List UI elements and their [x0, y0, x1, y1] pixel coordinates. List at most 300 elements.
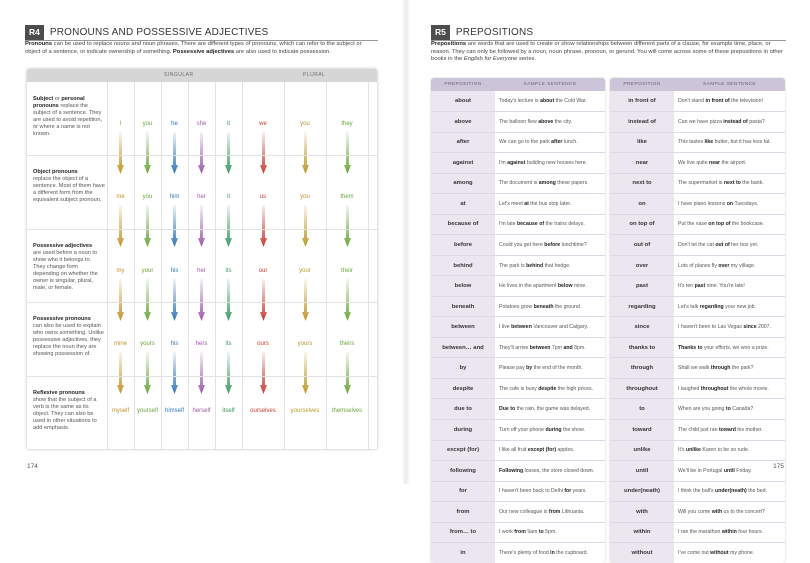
preposition-cell: toward [610, 420, 674, 441]
highlighted-preposition: instead of [723, 118, 748, 125]
sample-sentence-cell [674, 461, 785, 482]
sentence-text: Karen to be so rude. [700, 447, 750, 454]
sample-sentence-cell [674, 235, 785, 256]
pronoun-word: himself [164, 407, 184, 414]
sentence-text: nine. You're late! [705, 283, 745, 290]
sentence-text: his mother. [735, 426, 763, 433]
pronoun-type-description [33, 243, 105, 292]
preposition-cell: above [431, 112, 495, 133]
table-row [610, 194, 785, 215]
highlighted-preposition: under(neath) [715, 488, 747, 495]
table-row [431, 317, 605, 338]
sample-sentence-cell [674, 132, 785, 153]
sentence-text: We can go to the park [499, 139, 552, 146]
highlighted-preposition: against [507, 159, 526, 166]
sentence-text: the trains delays. [544, 221, 585, 228]
down-arrow-icon [144, 132, 151, 174]
highlighted-preposition: to [538, 529, 544, 536]
down-arrow-icon [171, 132, 178, 174]
type-term: Subject [33, 96, 54, 102]
table-row [431, 214, 605, 235]
pronoun-word: themselves [331, 407, 363, 414]
sentence-text: I ran the marathon [678, 529, 722, 536]
highlighted-preposition: below [557, 283, 573, 290]
highlighted-preposition: because of [517, 221, 545, 228]
intro-term: Pronouns [25, 41, 53, 47]
pronoun-type-description [33, 96, 105, 138]
preposition-cell: from [431, 502, 495, 523]
col-sample-sentence: SAMPLE SENTENCE [495, 78, 605, 91]
pronoun-word: ours [257, 341, 269, 348]
type-text: can also be used to explain who owns something. Unlike possessive adjectives, they replace the noun they are showing possession of. [33, 323, 104, 358]
sentence-text: years. [571, 488, 587, 495]
sentence-text: This tastes [678, 139, 705, 146]
type-term: Possessive pronouns [33, 316, 91, 323]
pronoun-word: myself [111, 407, 130, 414]
table-row [610, 502, 785, 523]
table-row [431, 173, 605, 194]
table-row [431, 440, 605, 461]
down-arrow-icon [344, 132, 351, 174]
table-row [431, 153, 605, 174]
table-row [431, 296, 605, 317]
pronoun-word: your [141, 267, 154, 274]
highlighted-preposition: since [743, 324, 757, 331]
highlighted-preposition: over [718, 262, 730, 269]
sample-sentence-cell [495, 173, 605, 194]
preposition-cell: among [431, 173, 495, 194]
preposition-cell: with [610, 502, 674, 523]
down-arrow-icon [344, 205, 351, 247]
sample-sentence-cell [674, 481, 785, 502]
preposition-cell: between… and [431, 337, 495, 358]
pronoun-word: yours [140, 341, 155, 348]
pronoun-word: it [227, 121, 230, 127]
down-arrow-icon [198, 132, 205, 174]
intro-paragraph [431, 41, 787, 64]
type-text: replace the subject of a sentence. They are used to avoid repetition, or where a name is not known. [33, 103, 103, 137]
preposition-cell: like [610, 132, 674, 153]
highlighted-preposition: to [725, 406, 731, 413]
pronoun-word: our [258, 267, 268, 274]
highlighted-preposition: about [540, 98, 555, 105]
intro-text: can be used to replace nouns and noun phrases. There are different types of pronouns, which can refer to the subject or object of a sentence, or indicate ownership of something. [25, 41, 362, 55]
sample-sentence-cell [495, 235, 605, 256]
sentence-text: 2007. [756, 324, 772, 331]
pronoun-word: her [197, 194, 206, 201]
preposition-cell: following [431, 461, 495, 482]
highlighted-preposition: throughout [700, 385, 729, 392]
down-arrow-icon [171, 279, 178, 321]
sample-sentence-cell [495, 214, 605, 235]
sample-sentence-cell [495, 255, 605, 276]
column-divider [284, 82, 285, 449]
highlighted-preposition: unlike [685, 447, 701, 454]
sentence-text: my village. [729, 262, 756, 269]
pronoun-word: yourself [136, 407, 158, 414]
preposition-cell: through [610, 358, 674, 379]
pronoun-word: herself [192, 407, 211, 414]
down-arrow-icon [260, 132, 267, 174]
singular-header: SINGULAR [164, 72, 194, 78]
column-divider [134, 82, 135, 449]
sample-sentence-cell [674, 399, 785, 420]
table-row [431, 337, 605, 358]
down-arrow-icon [117, 205, 124, 247]
highlighted-preposition: Following [499, 467, 524, 474]
sentence-text: 5pm. [543, 529, 557, 536]
sentence-text: I laughed [678, 385, 701, 392]
sentence-text: Our new colleague is [499, 508, 549, 515]
highlighted-preposition: between [529, 344, 551, 351]
table-row [610, 153, 785, 174]
left-page [0, 0, 405, 484]
sample-sentence-cell [495, 337, 605, 358]
sentence-text: Don't stand [678, 98, 706, 105]
page-number: 175 [773, 463, 784, 470]
preposition-cell: during [431, 420, 495, 441]
table-row [431, 461, 605, 482]
pronoun-word: you [300, 121, 310, 127]
sample-sentence-cell [495, 420, 605, 441]
sentence-text: butter, but it has less fat. [713, 139, 771, 146]
down-arrow-icon [198, 352, 205, 394]
down-arrow-icon [225, 352, 232, 394]
pronoun-word: him [169, 194, 180, 201]
down-arrow-icon [144, 352, 151, 394]
preposition-cell: after [431, 132, 495, 153]
pronoun-word: hers [195, 341, 208, 348]
down-arrow-icon [171, 352, 178, 394]
preposition-cell: next to [610, 173, 674, 194]
sentence-text: the show. [561, 426, 585, 433]
sentence-text: the bank. [740, 180, 764, 187]
preposition-cell: on [610, 194, 674, 215]
sample-sentence-cell [674, 173, 785, 194]
table-row [610, 337, 785, 358]
sentence-text: I have piano lessons [678, 200, 727, 207]
type-term: Reflexive pronouns [33, 389, 85, 396]
table-row [610, 543, 785, 563]
sentence-text: these papers. [555, 180, 589, 187]
page-number: 174 [27, 463, 38, 470]
sample-sentence-cell [495, 461, 605, 482]
sample-sentence-cell [674, 214, 785, 235]
highlighted-preposition: without [710, 550, 729, 557]
sentence-text: I'm late [499, 221, 517, 228]
table-row [431, 91, 605, 112]
column-divider [368, 82, 369, 449]
sentence-text: the ground. [553, 303, 582, 310]
down-arrow-icon [302, 132, 309, 174]
highlighted-preposition: Thanks to [678, 344, 703, 351]
sentence-text: The child just ran [678, 426, 719, 433]
pronoun-word: itself [222, 407, 235, 414]
table-row [610, 276, 785, 297]
down-arrow-icon [302, 279, 309, 321]
preposition-cell: about [431, 91, 495, 112]
highlighted-preposition: past [694, 283, 706, 290]
plural-header: PLURAL [303, 72, 326, 78]
sample-sentence-cell [674, 420, 785, 441]
sentence-text: pasta? [747, 118, 765, 125]
sentence-text: the end of the month. [532, 365, 583, 372]
down-arrow-icon [117, 352, 124, 394]
down-arrow-icon [260, 279, 267, 321]
highlighted-preposition: during [545, 426, 562, 433]
pronoun-word: it [227, 194, 230, 201]
pronoun-word: his [170, 267, 179, 274]
sample-sentence-cell [495, 153, 605, 174]
sample-sentence-cell [495, 112, 605, 133]
sample-sentence-cell [674, 358, 785, 379]
sentence-text: Potatoes grow [499, 303, 534, 310]
sentence-text: Let's talk [678, 303, 700, 310]
sentence-text: the bed. [746, 488, 767, 495]
sentence-text: the whole movie. [728, 385, 769, 392]
sentence-text: It's [678, 447, 686, 454]
sample-sentence-cell [495, 296, 605, 317]
pronoun-word: I [119, 121, 122, 127]
sample-sentence-cell [674, 255, 785, 276]
pronoun-word: ourselves [250, 407, 276, 414]
section-code: R4 [25, 25, 44, 40]
sample-sentence-cell [495, 378, 605, 399]
sentence-text: We'll be in Portugal [678, 467, 724, 474]
table-row [610, 399, 785, 420]
sentence-text: Tuesdays. [733, 200, 759, 207]
down-arrow-icon [117, 279, 124, 321]
highlighted-preposition: in front of [705, 98, 730, 105]
preposition-cell: out of [610, 235, 674, 256]
sentence-text: 8pm. [572, 344, 586, 351]
sentence-text: the rain, the game was delayed. [515, 406, 591, 413]
col-preposition: PREPOSITION [431, 78, 495, 91]
table-row [431, 358, 605, 379]
sentence-text: 9am [525, 529, 539, 536]
sample-sentence-cell [495, 317, 605, 338]
sentence-text: apples. [556, 447, 575, 454]
down-arrow-icon [225, 132, 232, 174]
preposition-cell: over [610, 255, 674, 276]
pronoun-word: mine [113, 341, 127, 348]
sample-sentence-cell [674, 276, 785, 297]
pronoun-word: its [225, 341, 232, 348]
highlighted-preposition: regarding [699, 303, 724, 310]
highlighted-preposition: out of [715, 241, 730, 248]
pronoun-word: you [142, 121, 153, 127]
highlighted-preposition: toward [718, 426, 736, 433]
sample-sentence-cell [495, 399, 605, 420]
preposition-cell: for [431, 481, 495, 502]
sentence-text: building new houses here. [525, 159, 588, 166]
highlighted-preposition: within [721, 529, 737, 536]
preposition-cell: to [610, 399, 674, 420]
type-term: Possessive adjectives [33, 242, 93, 249]
table-row [610, 132, 785, 153]
pronoun-word: theirs [339, 341, 355, 348]
highlighted-preposition: on [726, 200, 734, 207]
sentence-text: There's plenty of food [499, 550, 551, 557]
sentence-text: Put the vase [678, 221, 709, 228]
sample-sentence-cell [495, 194, 605, 215]
down-arrow-icon [225, 205, 232, 247]
pronoun-type-description [33, 316, 105, 358]
sentence-text: The document is [499, 180, 539, 187]
preposition-cell: under(neath) [610, 481, 674, 502]
preposition-cell: without [610, 543, 674, 563]
preposition-cell: except (for) [431, 440, 495, 461]
sentence-text: the city. [553, 118, 573, 125]
highlighted-preposition: in [550, 550, 555, 557]
preposition-cell: by [431, 358, 495, 379]
highlighted-preposition: after [551, 139, 563, 146]
pronoun-type-description [33, 169, 105, 204]
pronoun-word: us [259, 194, 267, 201]
down-arrow-icon [117, 132, 124, 174]
sample-sentence-cell [495, 440, 605, 461]
sentence-text: your new job. [723, 303, 756, 310]
sentence-text: that hedge. [543, 262, 571, 269]
down-arrow-icon [144, 205, 151, 247]
sentence-text: I've come out [678, 550, 711, 557]
table-row [431, 522, 605, 543]
pronoun-word: you [142, 194, 153, 201]
sample-sentence-cell [495, 543, 605, 563]
sentence-text: They'll arrive [499, 344, 530, 351]
sentence-text: I'm [499, 159, 508, 166]
table-row [431, 543, 605, 563]
sample-sentence-cell [495, 502, 605, 523]
preposition-cell: until [610, 461, 674, 482]
sample-sentence-cell [674, 194, 785, 215]
sample-sentence-cell [674, 91, 785, 112]
highlighted-preposition: with [711, 508, 723, 515]
sentence-text: I like all fruit [499, 447, 528, 454]
down-arrow-icon [198, 279, 205, 321]
highlighted-preposition: for [564, 488, 572, 495]
sample-sentence-cell [495, 132, 605, 153]
column-divider [161, 82, 162, 449]
pronoun-word: yourselves [290, 407, 320, 414]
sentence-text: the bookcase. [730, 221, 765, 228]
preposition-cell: unlike [610, 440, 674, 461]
sentence-text: I live [499, 324, 512, 331]
pronoun-type-description [33, 390, 105, 432]
intro-paragraph [25, 41, 378, 56]
sentence-text: I haven't been back to Delhi [499, 488, 565, 495]
sentence-text: I haven't been to Las Vegas [678, 324, 744, 331]
table-row [610, 522, 785, 543]
sentence-text: her box yet. [729, 241, 759, 248]
type-term: Object pronouns [33, 169, 78, 176]
preposition-cell: within [610, 522, 674, 543]
pronoun-word: its [225, 267, 232, 274]
row-divider [27, 302, 377, 303]
down-arrow-icon [198, 205, 205, 247]
sentence-text: 7pm [550, 344, 564, 351]
row-divider [27, 376, 377, 377]
intro-term: Possessive adjectives [172, 48, 235, 55]
highlighted-preposition: next to [723, 180, 741, 187]
preposition-cell: at [431, 194, 495, 215]
sentence-text: the airport. [720, 159, 747, 166]
type-text: are used before a noun to show who it belongs to. They change form depending on whether the owner is singular, plural, male, or female. [33, 249, 98, 291]
down-arrow-icon [260, 352, 267, 394]
sample-sentence-cell [674, 317, 785, 338]
sample-sentence-cell [674, 337, 785, 358]
table-row [431, 112, 605, 133]
sample-sentence-cell [674, 153, 785, 174]
section-header-r5 [431, 24, 786, 40]
preposition-cell: because of [431, 214, 495, 235]
sentence-text: Turn off your phone [499, 426, 546, 433]
table-row [610, 378, 785, 399]
sentence-text: He lives in the apartment [499, 283, 558, 290]
intro-text: are words that are used to create or show relationships between different parts of a clause, for example time, place, or reason. They can only be followed by a noun, noun phrase, pronoun, or gerund. You will come across some of these prepositions in other books in the [431, 41, 783, 63]
down-arrow-icon [260, 205, 267, 247]
col-preposition: PREPOSITION [610, 78, 674, 91]
table-row [431, 502, 605, 523]
highlighted-preposition: from [514, 529, 526, 536]
down-arrow-icon [344, 279, 351, 321]
sample-sentence-cell [495, 481, 605, 502]
sentence-text: Will you come [678, 508, 712, 515]
pronoun-word: their [341, 267, 353, 274]
preposition-table-1 [431, 78, 605, 563]
preposition-cell: below [431, 276, 495, 297]
table-row [431, 235, 605, 256]
pronoun-word: my [116, 267, 125, 274]
column-divider [242, 82, 243, 449]
column-divider [107, 82, 108, 449]
preposition-cell: before [431, 235, 495, 256]
sentence-text: four hours. [736, 529, 764, 536]
preposition-cell: throughout [610, 378, 674, 399]
preposition-cell: despite [431, 378, 495, 399]
table-row [610, 420, 785, 441]
sample-sentence-cell [674, 440, 785, 461]
preposition-cell: since [610, 317, 674, 338]
pronoun-word: he [171, 121, 178, 127]
table-row [431, 255, 605, 276]
column-divider [326, 82, 327, 449]
sentence-text: The balloon flew [499, 118, 539, 125]
series-title: English for Everyone [463, 56, 518, 63]
preposition-cell: regarding [610, 296, 674, 317]
pronoun-word: yours [297, 341, 313, 348]
sentence-text: losses, the store closed down. [523, 467, 595, 474]
highlighted-preposition: between [511, 324, 532, 331]
table-row [610, 440, 785, 461]
column-divider [188, 82, 189, 449]
sentence-text: Lithuania. [560, 508, 585, 515]
highlighted-preposition: behind [526, 262, 544, 269]
sample-sentence-cell [495, 91, 605, 112]
sample-sentence-cell [674, 296, 785, 317]
sentence-text: I think the ball's [678, 488, 716, 495]
sentence-text: Vancouver and Calgary. [531, 324, 589, 331]
highlighted-preposition: Due to [499, 406, 516, 413]
highlighted-preposition: despite [538, 385, 557, 392]
pronoun-word: she [196, 121, 207, 127]
intro-text: series. [517, 56, 537, 63]
sentence-text: Shall we walk [678, 365, 711, 372]
preposition-cell: past [610, 276, 674, 297]
sentence-text: us to the concert? [722, 508, 765, 515]
pronoun-word: your [299, 267, 311, 274]
section-title: PRONOUNS AND POSSESSIVE ADJECTIVES [49, 26, 269, 38]
